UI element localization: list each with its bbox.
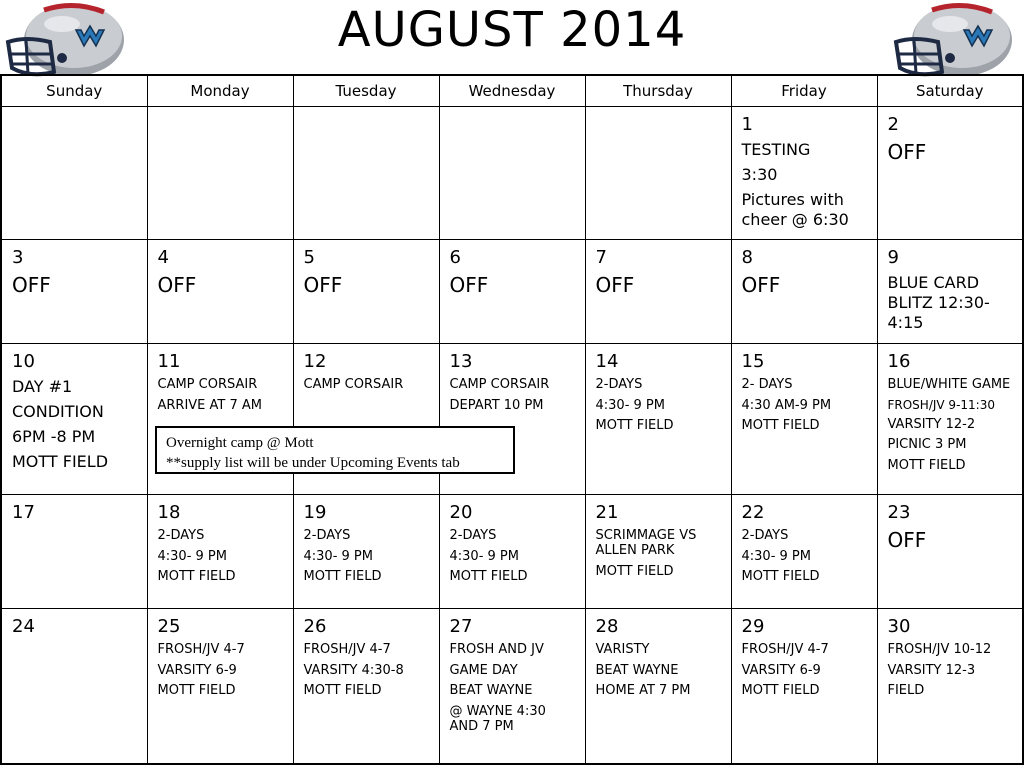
day-number: 13 (449, 351, 473, 372)
day-number: 1 (741, 114, 753, 135)
calendar-day-cell (731, 240, 877, 344)
event-line: MOTT FIELD (303, 569, 382, 584)
event-line: MOTT FIELD (12, 452, 109, 471)
day-number: 28 (595, 616, 619, 637)
calendar-day-cell (585, 495, 731, 609)
event-line: OFF (303, 273, 343, 297)
event-line: FROSH/JV 4-7 (741, 642, 829, 657)
calendar-day-cell (877, 344, 1023, 495)
event-line: DEPART 10 PM (449, 397, 544, 413)
day-number: 27 (449, 616, 473, 637)
calendar-day-cell (877, 107, 1023, 240)
overnight-camp-note (155, 426, 515, 474)
event-line: 2- DAYS (741, 377, 793, 392)
calendar-day-cell (731, 609, 877, 764)
day-number: 2 (887, 114, 899, 135)
day-number: 3 (12, 247, 24, 268)
weekday-header-row (1, 75, 1023, 107)
event-line: 3:30 (741, 165, 778, 184)
event-line: MOTT FIELD (741, 683, 820, 698)
day-number: 25 (157, 616, 181, 637)
calendar-title: AUGUST 2014 (337, 2, 687, 58)
weekday-header-wednesday: Wednesday (439, 75, 585, 107)
weekday-header-tuesday: Tuesday (293, 75, 439, 107)
calendar-day-cell (877, 495, 1023, 609)
weekday-header-friday: Friday (731, 75, 877, 107)
calendar-week-row (1, 107, 1023, 240)
day-number: 23 (887, 502, 911, 523)
calendar-day-cell (731, 344, 877, 495)
event-line: ARRIVE AT 7 AM (157, 397, 263, 413)
calendar-day-cell (1, 495, 147, 609)
event-line: MOTT FIELD (741, 569, 820, 584)
day-number: 6 (449, 247, 461, 268)
calendar-day-cell (439, 609, 585, 764)
day-number: 21 (595, 502, 619, 523)
day-number: 30 (887, 616, 911, 637)
event-line: GAME DAY (449, 662, 518, 678)
calendar-empty-cell (147, 107, 293, 240)
day-number: 8 (741, 247, 753, 268)
weekday-header-monday: Monday (147, 75, 293, 107)
calendar-week-row (1, 240, 1023, 344)
event-line: OFF (449, 273, 489, 297)
calendar-empty-cell (585, 107, 731, 240)
calendar-day-cell (1, 240, 147, 344)
event-line: OFF (12, 273, 51, 297)
event-line: TESTING (741, 140, 811, 159)
day-number: 11 (157, 351, 181, 372)
event-line: 4:30- 9 PM (741, 548, 811, 564)
calendar-day-cell (147, 495, 293, 609)
event-line: VARSITY 6-9 (157, 662, 237, 678)
event-line: OFF (741, 273, 781, 297)
day-number: 22 (741, 502, 765, 523)
event-line: 4:30- 9 PM (449, 548, 519, 564)
event-line: BEAT WAYNE (595, 662, 679, 678)
calendar-week-row (1, 609, 1023, 764)
event-line: CAMP CORSAIR (303, 377, 404, 392)
event-line: MOTT FIELD (449, 569, 528, 584)
event-line: FROSH/JV 9-11:30 (887, 397, 995, 412)
event-line: MOTT FIELD (595, 418, 674, 433)
event-line: HOME AT 7 PM (595, 683, 691, 698)
event-line: MOTT FIELD (303, 683, 382, 698)
calendar-day-cell (585, 609, 731, 764)
calendar-day-cell (439, 240, 585, 344)
calendar-day-cell (293, 609, 439, 764)
day-number: 4 (157, 247, 169, 268)
day-number: 7 (595, 247, 607, 268)
event-line: MOTT FIELD (157, 569, 236, 584)
day-number: 16 (887, 351, 911, 372)
event-line: 4:30- 9 PM (157, 548, 227, 564)
calendar-day-cell (585, 344, 731, 495)
event-line: VARSITY 12-2 (887, 416, 976, 432)
day-number: 18 (157, 502, 181, 523)
event-line: OFF (157, 273, 197, 297)
calendar-day-cell (1, 609, 147, 764)
event-line: DAY #1 (12, 377, 73, 396)
event-line: FROSH/JV 4-7 (157, 642, 245, 657)
event-line: CAMP CORSAIR (449, 377, 550, 392)
weekday-header-thursday: Thursday (585, 75, 731, 107)
day-number: 5 (303, 247, 315, 268)
event-line: FIELD (887, 683, 925, 698)
calendar-grid (0, 74, 1024, 765)
event-line: CAMP CORSAIR (157, 377, 258, 392)
event-line: MOTT FIELD (157, 683, 236, 698)
event-line: OFF (887, 140, 927, 164)
event-line: MOTT FIELD (887, 457, 966, 473)
event-line: 2-DAYS (303, 528, 351, 543)
calendar-day-cell (293, 240, 439, 344)
event-line: 4:30- 9 PM (595, 397, 665, 413)
day-number: 12 (303, 351, 327, 372)
calendar-empty-cell (1, 107, 147, 240)
calendar-week-row (1, 495, 1023, 609)
event-line: MOTT FIELD (741, 418, 820, 433)
day-number: 9 (887, 247, 899, 268)
calendar-day-cell (147, 609, 293, 764)
event-line: Pictures with cheer @ 6:30 (741, 190, 849, 229)
event-line: CONDITION (12, 402, 104, 421)
weekday-header-sunday: Sunday (1, 75, 147, 107)
event-line: 2-DAYS (595, 377, 643, 392)
event-line: 6PM -8 PM (12, 427, 96, 446)
event-line: MOTT FIELD (595, 563, 674, 579)
calendar-day-cell (293, 495, 439, 609)
day-number: 24 (12, 616, 35, 637)
calendar-day-cell (877, 609, 1023, 764)
day-number: 29 (741, 616, 765, 637)
event-line: VARSITY 4:30-8 (303, 662, 404, 678)
event-line: VARSITY 6-9 (741, 662, 821, 678)
event-line: BLUE/WHITE GAME (887, 377, 1011, 392)
calendar-empty-cell (439, 107, 585, 240)
event-line: 2-DAYS (741, 528, 789, 543)
day-number: 15 (741, 351, 765, 372)
event-line: VARISTY (595, 642, 650, 657)
note-line-1: Overnight camp @ Mott (166, 435, 314, 451)
day-number: 17 (12, 502, 35, 523)
note-line-2: **supply list will be under Upcoming Events tab (166, 455, 460, 471)
event-line: VARSITY 12-3 (887, 662, 976, 678)
event-line: 2-DAYS (157, 528, 205, 543)
event-line: FROSH AND JV (449, 642, 544, 657)
event-line: 2-DAYS (449, 528, 497, 543)
event-line: OFF (595, 273, 635, 297)
calendar-day-cell (585, 240, 731, 344)
day-number: 10 (12, 351, 35, 372)
calendar-empty-cell (293, 107, 439, 240)
event-line: PICNIC 3 PM (887, 437, 967, 452)
event-line: BLUE CARD BLITZ 12:30-4:15 (887, 273, 990, 332)
day-number: 26 (303, 616, 327, 637)
calendar-day-cell (731, 107, 877, 240)
event-line: OFF (887, 528, 927, 552)
day-number: 19 (303, 502, 327, 523)
day-number: 14 (595, 351, 619, 372)
event-line: BEAT WAYNE (449, 683, 533, 698)
calendar-day-cell (731, 495, 877, 609)
calendar-day-cell (147, 240, 293, 344)
event-line: @ WAYNE 4:30 AND 7 PM (449, 703, 546, 734)
calendar-day-cell (439, 495, 585, 609)
day-number: 20 (449, 502, 473, 523)
weekday-header-saturday: Saturday (877, 75, 1023, 107)
event-line: FROSH/JV 4-7 (303, 642, 391, 657)
event-line: 4:30 AM-9 PM (741, 397, 832, 413)
event-line: FROSH/JV 10-12 (887, 642, 992, 657)
event-line: 4:30- 9 PM (303, 548, 373, 564)
event-line: SCRIMMAGE VS ALLEN PARK (595, 528, 697, 558)
calendar-day-cell (1, 344, 147, 495)
calendar-day-cell (877, 240, 1023, 344)
